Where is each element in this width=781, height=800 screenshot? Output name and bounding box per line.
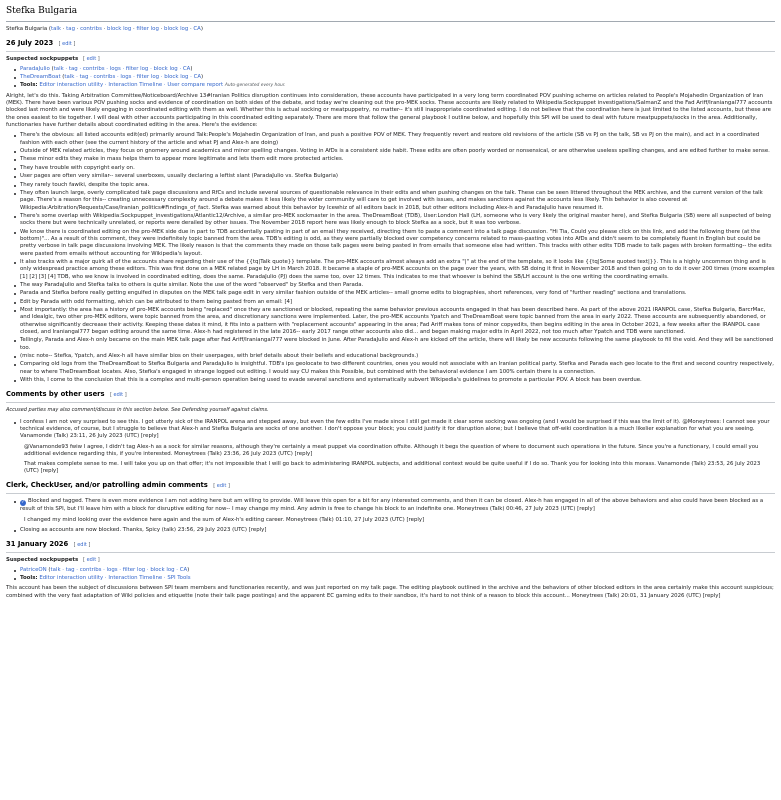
clerk-comment: Closing as accounts are now blocked. Thanks, Spicy (talk) 23:56, 29 July 2023 (UTC) [reply] — [14, 527, 775, 534]
evidence-item: We know there is coordinated editing on the pro-MEK side due in part to TDB accidentally pasting in part of an email they received, directing them to paste a comment into a talk page discussion. "Hi Tia, Could you please click on this link, and add the following there (at the bottom)"... As a result of this comment, they were indefinitely topic banned from the area. TDB's editing is odd, as they were partially blocked over competency concerns related to mass-pasting votes into AfDs and didn't seem to be completely fluent in English but could be pretty verbose in talk page discussions involving MEK. The likely reason is that the comments they made on those talk pages were being pasted in from emails that someone else had written. This tracks with other edits TDB made to talk pages with broken formatting-- the edits were pasted from emails without accounting for Wikipedia's layout. — [14, 229, 775, 258]
tools-item: Tools: Editor interaction utility · Interaction Timeline · SPI Tools — [14, 575, 775, 582]
evidence-list — [14, 132, 775, 384]
sock-links[interactable]: talk · tag · contribs · logs · filter log · block log · CA — [64, 74, 202, 81]
suspected-heading-2026: Suspected sockpuppets [ edit ] — [6, 557, 100, 564]
sockpuppet-item: TheDreamBoat (talk · tag · contribs · logs · filter log · block log · CA) — [14, 74, 775, 81]
evidence-item: Parada and Stefka before really getting engulfed in disputes on the MEK talk page edit in very similar fashion outside of the MEK articles-- small gnome edits to biographies, short references, very fond of "further reading" sections and translations. — [14, 290, 775, 297]
edit-suspected-link[interactable]: edit — [86, 56, 97, 63]
contribs-link[interactable]: contribs — [80, 26, 102, 32]
block-log-link-2[interactable]: block log — [164, 26, 189, 32]
evidence-item: It also tracks with a major quirk all of the accounts share regarding their use of the {{tq|Talk quote}} template. The pro-MEK accounts almost always add an extra "|" at the end of the template, so it looks like {{tq|Some quoted text|}}. This is a highly uncommon thing and is only widespread practice among these editors. This was first done on a MEK related page by LH in March 2018. It became a staple of pro-MEK accounts on the page over the years, with SB doing it first in November 2018 and then going on to do it over 200 times (more examples [1] [2] [3] [4] TDB, who we know is involved in coordinated editing, does the same. ParadaJulio (PJ) does the same too, over 12 times. This indicates to me that whoever is behind the SB/LH account is the one writing the coordinating emails. — [14, 259, 775, 281]
clerk-comment: ✓ Blocked and tagged. There is even more evidence I am not adding here but am willing to provide. Will leave this open for a bit for any interested comments, and then it can be closed. Alex-h has engaged in all of the above behaviors and also could have been blocked as a result of this SPI, but I'll leave him with a block for disruptive editing for now-- I may change my mind. Any admin is free to change his block to an indefinite one. Moneytrees (Talk) 00:46, 27 July 2023 (UTC) [reply] — [14, 498, 775, 513]
ca-link[interactable]: CA — [193, 26, 201, 32]
edit-suspected-link[interactable]: edit — [86, 557, 97, 564]
evidence-item: There's the obvious: all listed accounts edit(ed) primarily around Talk:People's Mojahedin Organization of Iran, and push a positive POV of MEK. They frequently revert and restore old revisions of the article (SB vs PJ on the talk, SB vs PJ on the main), and act in a coordinated fashion with each other (see the current history of the article and what PJ and Alex-h are doing) — [14, 132, 775, 147]
auto-generated-note: Auto-generated every hour. — [224, 83, 286, 89]
section-heading-comments: Comments by other users [ edit ] — [6, 390, 775, 403]
comment-reply: That makes complete sense to me. I will take you up on that offer; it's not impossible that I will go back to administering IRANPOL subjects, and additional context would be quite useful if I do so. Thank you for looking into this morass. Vanamonde (Talk) 23:53, 26 July 2023 (UTC) [reply] — [24, 460, 761, 474]
sock-links[interactable]: talk · tag · contribs · logs · filter log · block log · CA — [50, 566, 188, 573]
section-heading-2023: 26 July 2023 [ edit ] — [6, 39, 775, 52]
evidence-item: Most importantly: the area has a history of pro-MEK accounts being "replaced" once they are sanctioned or blocked, repeating the same behavior previous accounts engaged in that has been described here. As part of the above 2021 IRANPOL case, Stefka Bulgaria, BarcrMac, and Idealgic, two other pro-MEK editors, were topic banned from the area, and discretionary sanctions were implemented. Later, the pro-MEK accounts Ypatch and TheDreamBoat were topic banned from the area in early 2022. These accounts are subsequently abandoned, or otherwise significantly decrease their activity. Keeping these dates it mind, it fits into a pattern with "replacement accounts" appearing in the area; Fad Ariff makes tons of minor copyedits, then begins editing in the area in October 2021, a few weeks after the IRANPOL case closed, and Iraniangal777 began editing around the same time. Alex-h had registered in the late 2016-- early 2017 range other accounts also did... and began making major edits in April 2022, not too much after Ypatch and TDB were sanctioned. — [14, 307, 775, 336]
page-title: Stefka Bulgaria — [6, 5, 775, 22]
evidence-item: Comparing old logs from the TheDreamBoat to Stefka Bulgaria and ParadaJulio is insightful. TDB's ips geolocate to two different countries, ones you would not associate with an Iranian political party. Stefka and Parada each geo locate to the first and second country respectively, near to where TheDreamBoat locates. Also, Stefka's engaged in strange logged out editing. I would say CU makes this Possible, but combined with the behavioral evidence I am 100% certain there is a connection. — [14, 361, 775, 376]
edit-section-link[interactable]: edit — [62, 41, 72, 48]
clerk-list-2 — [14, 527, 775, 534]
suspected-heading: Suspected sockpuppets [ edit ] — [6, 56, 100, 63]
clerk-list — [14, 498, 775, 513]
evidence-item: Outside of MEK related articles, they focus on gnomery around academics and minor spelling changes. Voting in AfDs is a consistent side habit. These edits are often poorly worded or nonsensical, or are otherwise useless spelling changes, and are edited further to make sense. — [14, 148, 775, 155]
edit-section-link[interactable]: edit — [77, 542, 87, 549]
accused-note: Accused parties may also comment/discuss in this section below. See Defending yourself against claims. — [6, 407, 269, 414]
evidence-item: Tellingly, Parada and Alex-h only became on the main MEK talk page after Fad Ariff/Iraniangal777 were blocked in June. After ParadaJulio and Alex-h are kicked off the article, there will likely be new accounts following the same playbook to fill the void. And they will be sanctioned too. — [14, 337, 775, 352]
sock-links[interactable]: talk · tag · contribs · logs · filter log · block log · CA — [53, 65, 191, 72]
evidence-item: User pages are often very similar-- several userboxes, usually declaring a leftist slant (ParadaJulio vs. Stefka Bulgaria) — [14, 173, 775, 180]
user-name: Stefka Bulgaria — [6, 26, 48, 32]
clerk-reply: I changed my mind looking over the evidence here again and the sum of Alex-h's editing career. Moneytrees (Talk) 01:10, 27 July 2023 (UTC) [reply] — [24, 516, 425, 523]
evidence-item: Edit by Parada with odd formatting, which can be attributed to them being pasted from an email: [4] — [14, 299, 775, 306]
evidence-item: There's some overlap with Wikipedia:Sockpuppet_investigations/Atlantic12/Archive, a similar pro-MEK sockmaster in the area. TheDreamBoat (TDB), User:London Hall (LH, someone who is very likely the original master here), and Stefka Bulgaria (SB) were all suspected of being socks there but were technically unrelated, or reports were derailed by other issues. The November 2018 report here was likely enough to block Stefka as a sock, but it was too verbose. — [14, 213, 775, 228]
evidence-item: They rarely touch fawiki, despite the topic area. — [14, 182, 775, 189]
sock-name-link[interactable]: PatriceON — [20, 566, 47, 573]
comment-reply: @Vanamonde93 fwiw I agree, I didn't tag Alex-h as a sock for similar reasons, although they're certainly a meat puppet via coordination offsite. Although it begs the question of where to document such operations in the future. Since you're a functionary, I could email you additional evidence regarding this, if you're interested. Moneytrees (Talk) 23:36, 26 July 2023 (UTC) [reply] — [24, 443, 759, 458]
user-links-line: Stefka Bulgaria (talk · tag · contribs · block log · filter log · block log · CA) — [6, 26, 203, 32]
final-paragraph: This account has been the subject of discussions between SPI team members and functionaries recently, and was just reported on my talk page. The editing playbook outlined in the archive and the behaviors of other blocked editors in the area certainly make this account suspicious; combined with the very fast adaptation of Wiki policies and etiquette (note their talk page postings) and the apparent EC gaming edits to their sandbox, it's hard to not think of a reason to block this account... Moneytrees (Talk) 20:01, 31 January 2026 (UTC) [reply] — [6, 585, 774, 599]
sockpuppet-item: ParadaJulio (talk · tag · contribs · logs · filter log · block log · CA) — [14, 66, 775, 73]
edit-section-link[interactable]: edit — [216, 483, 227, 490]
evidence-item: (misc note-- Stefka, Ypatch, and Alex-h all have similar bios on their userpages, with brief details about their beliefs and educational backgrounds.) — [14, 353, 775, 360]
sock-name-link[interactable]: TheDreamBoat — [20, 74, 61, 81]
comments-list — [14, 419, 775, 441]
evidence-item: The way ParadaJulio and Stefka talks to others is quite similar. Note the use of the word "observed" by Stefka and then Parada. — [14, 282, 775, 289]
evidence-item: These minor edits they make in mass helps them to appear more legitimate and lets them edit more protected articles. — [14, 156, 775, 163]
talk-link[interactable]: talk — [50, 26, 62, 32]
block-log-link[interactable]: block log — [107, 26, 132, 32]
sockpuppet-list — [14, 66, 775, 90]
edit-section-link[interactable]: edit — [113, 392, 124, 399]
filter-log-link[interactable]: filter log — [136, 26, 159, 32]
sock-name-link[interactable]: ParadaJulio — [20, 65, 50, 72]
tools-links[interactable]: Editor interaction utility · Interaction Timeline · User compare report — [39, 82, 224, 89]
section-heading-clerk: Clerk, CheckUser, and/or patrolling admin comments [ edit ] — [6, 481, 775, 494]
evidence-item: They have trouble with copyright early on. — [14, 165, 775, 172]
sockpuppet-list-2026 — [14, 567, 775, 583]
sockpuppet-item: PatriceON (talk · tag · contribs · logs · filter log · block log · CA) — [14, 567, 775, 574]
blocked-check-icon: ✓ — [21, 500, 25, 506]
evidence-item: With this, I come to the conclusion that this is a complex and multi-person operation being used to evade several sanctions and systematically subvert Wikipedia's guidelines to promote a particular POV. A block has been overdue. — [14, 377, 775, 384]
intro-paragraph: Alright, let's do this. Taking Arbitration Committee/Noticeboard/Archive 13#Iranian Politics disruption continues into consideration, these accounts have participated in a very long term coordinated POV pushing scheme on articles related to People's Mojahedin Organization of Iran (MEK). There have been various POV pushing socks and evidence of coordination on both sides of the debate, and today we're cleaning out the pro-MEK socks. These accounts are likely related to Wikipedia:Sockpuppet investigations/SalmanZ and the Fad Ariff/Iraniangal777 accounts blocked last month and were likely engaging in coordinated editing with them as well. Whether this is actual socking or meatpuppetry, no matter-- it's still inappropriate coordinated editing. I do not believe that the coordination here is just limited to the listed accounts, but these are the ones easiest to tie together. I will deal with other accounts participating in this coordinated editing separately. There are more that follow the general playbook I outline below, and hopefully this SPI will be used to deal with future meatpuppets/socks in the area. Additionally, functionaries have further details about coordinated editing in the area. Here's the evidence: — [6, 92, 773, 129]
tag-link[interactable]: tag — [66, 26, 76, 32]
tools-item: Tools: Editor interaction utility · Interaction Timeline · User compare report Auto-generated every hour. — [14, 82, 775, 89]
tools-links[interactable]: Editor interaction utility · Interaction Timeline · SPI Tools — [39, 574, 191, 581]
comment-item: I confess I am not very surprised to see this. I got utterly sick of the IRANPOL arena and stepped away, but even the few edits I've made since I still get made it clear some socking was ongoing (and I would be surprised if this was the limit of it). @Moneytrees: I cannot see your technical evidence, of course, but I struggle to believe that Alex-h and Stefka Bulgaria are socks of one another. I don't oppose your block; you could justify it for disruption alone; but I believe that off-wiki coordination is a much likelier explanation for what you are seeing. Vanamonde (Talk) 23:11, 26 July 2023 (UTC) [reply] — [14, 419, 775, 441]
section-heading-2026: 31 January 2026 [ edit ] — [6, 540, 775, 553]
evidence-item: They often launch large, overly complicated talk page discussions and RfCs and include several sources of questionable relevance in their edits and when pushing changes on the talk. These can be seen littered throughout the MEK archive, and the current version of the talk page. There's a reason for this-- creating unnecessary complexity around a debate makes it less likely the wider community will care to get involved with issues, and makes sanctions against the accounts less likely. This behavior is also covered at Wikipedia:Arbitration/Requests/Case/Iranian_politics#Findings_of_fact. Stefka was warned about this behavior by Icewhiz of all editors back in 2018, but other editors including Alex-h and ParadaJulio have resumed it. — [14, 190, 775, 212]
